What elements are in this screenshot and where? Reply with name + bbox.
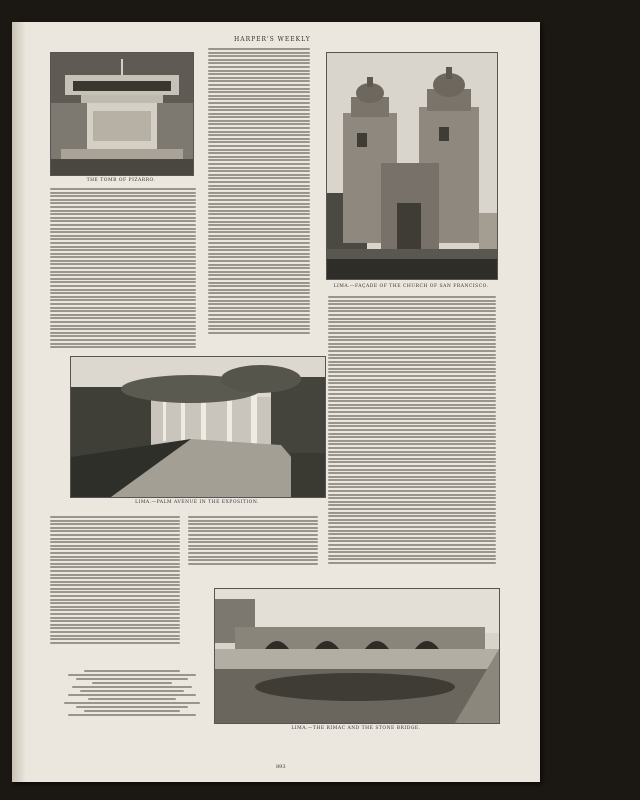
page-number: 893 bbox=[276, 764, 286, 770]
church-caption: LIMA.—FAÇADE OF THE CHURCH OF SAN FRANCISCO. bbox=[333, 284, 489, 289]
bridge-caption: LIMA.—THE RIMAC AND THE STONE BRIDGE. bbox=[291, 726, 421, 731]
body-text-column bbox=[50, 516, 180, 660]
body-text-column bbox=[188, 516, 318, 574]
body-text-column bbox=[208, 48, 310, 360]
newspaper-page bbox=[12, 22, 540, 782]
body-text-column bbox=[328, 296, 496, 596]
bridge-photo bbox=[214, 588, 500, 724]
notice-block bbox=[52, 670, 212, 718]
tomb-caption: THE TOMB OF PIZARRO. bbox=[86, 178, 156, 183]
page-spine-shadow bbox=[12, 22, 26, 782]
park-photo bbox=[70, 356, 326, 498]
masthead: HARPER'S WEEKLY bbox=[234, 36, 311, 43]
church-photo bbox=[326, 52, 498, 280]
park-caption: LIMA.—PALM AVENUE IN THE EXPOSITION. bbox=[135, 500, 259, 505]
body-text-column bbox=[50, 188, 196, 366]
tomb-photo bbox=[50, 52, 194, 176]
